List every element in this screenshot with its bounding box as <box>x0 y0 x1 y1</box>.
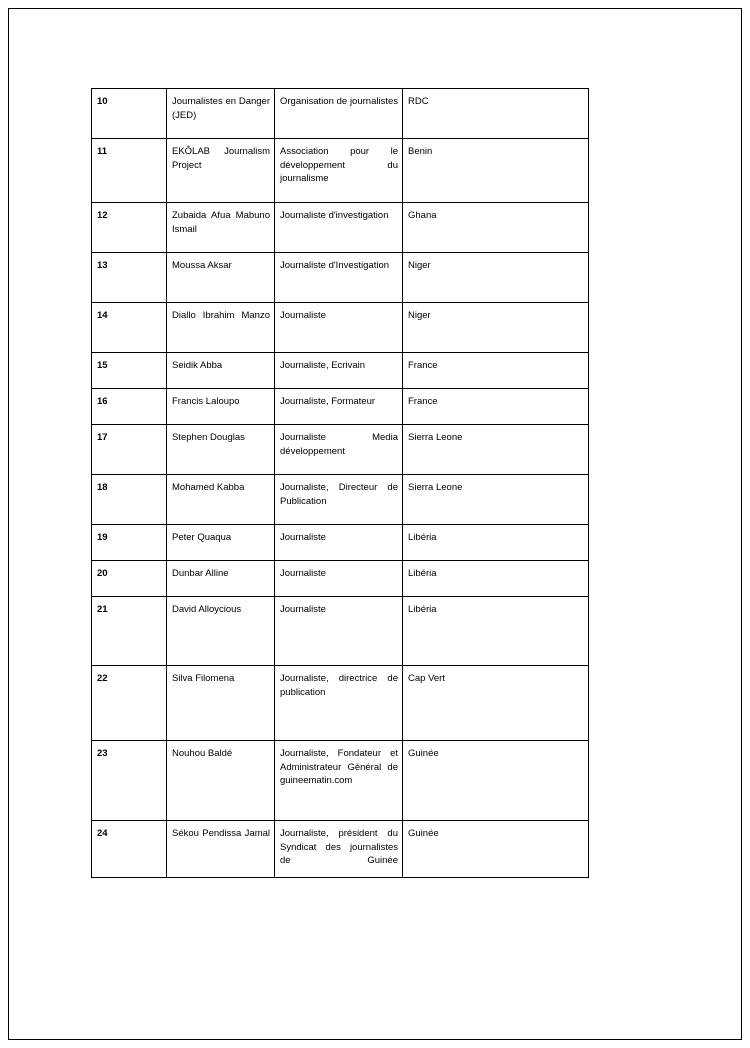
cell-number: 13 <box>92 253 167 303</box>
cell-number: 24 <box>92 821 167 878</box>
cell-role: Journaliste, directrice de publication <box>275 666 403 741</box>
cell-number: 19 <box>92 525 167 561</box>
cell-name: Francis Laloupo <box>167 389 275 425</box>
cell-country: RDC <box>403 89 589 139</box>
cell-name: Silva Filomena <box>167 666 275 741</box>
cell-country: Guinée <box>403 821 589 878</box>
cell-number: 17 <box>92 425 167 475</box>
cell-role: Journaliste Media développement <box>275 425 403 475</box>
table-row <box>92 741 589 821</box>
cell-number: 10 <box>92 89 167 139</box>
cell-role: Journaliste, Formateur <box>275 389 403 425</box>
table-row <box>92 475 589 525</box>
table-row <box>92 666 589 741</box>
cell-number: 14 <box>92 303 167 353</box>
table-row <box>92 389 589 425</box>
cell-role: Journaliste <box>275 525 403 561</box>
cell-role: Association pour le développement du journalisme <box>275 139 403 203</box>
table-row <box>92 89 589 139</box>
cell-role: Journaliste, président du Syndicat des journalistes de Guinée <box>275 821 403 878</box>
cell-country: Guinée <box>403 741 589 821</box>
cell-name: Moussa Aksar <box>167 253 275 303</box>
table-body <box>92 89 589 878</box>
cell-name: Nouhou Baldé <box>167 741 275 821</box>
cell-name: Stephen Douglas <box>167 425 275 475</box>
cell-country: Libéria <box>403 561 589 597</box>
cell-name: Zubaida Afua Mabuno Ismail <box>167 203 275 253</box>
table-row <box>92 597 589 666</box>
cell-country: Niger <box>403 253 589 303</box>
cell-number: 23 <box>92 741 167 821</box>
cell-name: Seidik Abba <box>167 353 275 389</box>
cell-number: 12 <box>92 203 167 253</box>
table-row <box>92 353 589 389</box>
table-row <box>92 253 589 303</box>
cell-number: 15 <box>92 353 167 389</box>
table-row <box>92 525 589 561</box>
cell-name: Diallo Ibrahim Manzo <box>167 303 275 353</box>
cell-name: Peter Quaqua <box>167 525 275 561</box>
cell-role: Journaliste <box>275 597 403 666</box>
cell-country: France <box>403 353 589 389</box>
cell-country: Benin <box>403 139 589 203</box>
table-row <box>92 203 589 253</box>
cell-role: Journaliste <box>275 561 403 597</box>
cell-country: Cap Vert <box>403 666 589 741</box>
cell-country: France <box>403 389 589 425</box>
cell-name: Sékou Pendissa Jamal <box>167 821 275 878</box>
cell-country: Libéria <box>403 525 589 561</box>
cell-role: Journaliste, Ecrivain <box>275 353 403 389</box>
table-row <box>92 561 589 597</box>
table-row <box>92 303 589 353</box>
cell-number: 20 <box>92 561 167 597</box>
cell-name: EKÔLAB Journalism Project <box>167 139 275 203</box>
cell-role: Organisation de journalistes <box>275 89 403 139</box>
cell-role: Journaliste d'Investigation <box>275 253 403 303</box>
cell-country: Niger <box>403 303 589 353</box>
cell-name: Dunbar Alline <box>167 561 275 597</box>
table-row <box>92 139 589 203</box>
cell-number: 18 <box>92 475 167 525</box>
cell-number: 16 <box>92 389 167 425</box>
cell-number: 22 <box>92 666 167 741</box>
cell-role: Journaliste d'investigation <box>275 203 403 253</box>
cell-role: Journaliste, Fondateur et Administrateur Général de guineematin.com <box>275 741 403 821</box>
cell-name: Mohamed Kabba <box>167 475 275 525</box>
cell-number: 11 <box>92 139 167 203</box>
cell-country: Ghana <box>403 203 589 253</box>
cell-country: Sierra Leone <box>403 425 589 475</box>
cell-country: Libéria <box>403 597 589 666</box>
participants-table <box>91 88 589 878</box>
cell-role: Journaliste <box>275 303 403 353</box>
cell-name: David Alloycious <box>167 597 275 666</box>
cell-role: Journaliste, Directeur de Publication <box>275 475 403 525</box>
cell-number: 21 <box>92 597 167 666</box>
table-row <box>92 821 589 878</box>
cell-name: Journalistes en Danger (JED) <box>167 89 275 139</box>
cell-country: Sierra Leone <box>403 475 589 525</box>
table-row <box>92 425 589 475</box>
